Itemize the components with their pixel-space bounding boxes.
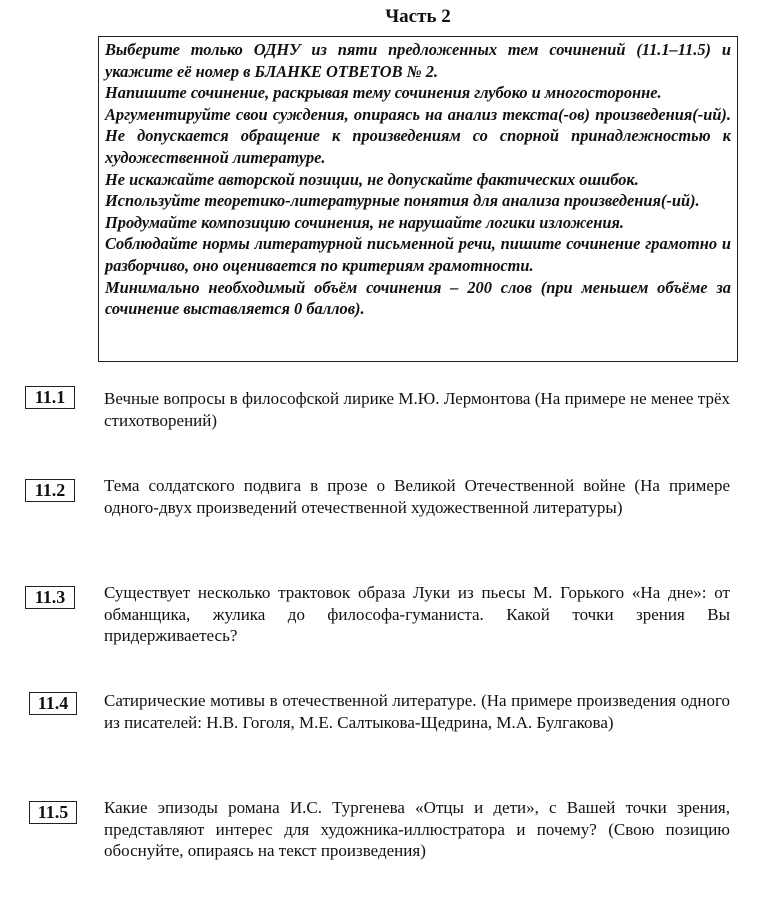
topic-number: 11.4 bbox=[29, 692, 77, 715]
instruction-write-essay: Напишите сочинение, раскрывая тему сочинения глубоко и многосторонне. bbox=[105, 83, 662, 103]
topic-number: 11.5 bbox=[29, 801, 77, 824]
topic-text: Вечные вопросы в философской лирике М.Ю. Лермонтова (На примере не менее трёх стихотворений) bbox=[104, 389, 730, 430]
instruction-no-distortion: Не искажайте авторской позиции, не допускайте фактических ошибок. bbox=[105, 169, 639, 189]
instruction-choose-topic: Выберите только ОДНУ из пяти предложенных тем сочинений (11.1–11.5) и укажите её номер в БЛАНКЕ ОТВЕТОВ № 2. bbox=[105, 40, 731, 81]
topic-number: 11.3 bbox=[25, 586, 75, 609]
instruction-argue: Аргументируйте свои суждения, опираясь на анализ текста(-ов) произведения(-ий). Не допускается обращение к произведениям со спорной принадлежностью к художественной литературе. bbox=[105, 104, 731, 167]
instruction-use-concepts: Используйте теоретико-литературные понятия для анализа произведения(-ий). bbox=[105, 191, 700, 211]
topic-number: 11.2 bbox=[25, 479, 75, 502]
topic-text: Сатирические мотивы в отечественной литературе. (На примере произведения одного из писателей: Н.В. Гоголя, М.Е. Салтыкова-Щедрина, М.А. Булгакова) bbox=[104, 691, 730, 732]
instruction-min-length: Минимально необходимый объём сочинения – 200 слов (при меньшем объёме за сочинение выставляется 0 баллов). bbox=[105, 277, 731, 319]
part-title: Часть 2 bbox=[385, 6, 451, 27]
topic-number: 11.1 bbox=[25, 386, 75, 409]
instruction-composition: Продумайте композицию сочинения, не нарушайте логики изложения. bbox=[105, 212, 625, 232]
topic-text: Тема солдатского подвига в прозе о Великой Отечественной войне (На примере одного-двух произведений отечественной художественной литературы) bbox=[104, 476, 730, 517]
instruction-language-norms: Соблюдайте нормы литературной письменной речи, пишите сочинение грамотно и разборчиво, оно оценивается по критериям грамотности. bbox=[105, 234, 731, 275]
topic-text: Существует несколько трактовок образа Луки из пьесы М. Горького «На дне»: от обманщика, жулика до философа-гуманиста. Какой точки зрения Вы придерживаетесь? bbox=[104, 583, 730, 645]
instructions-box bbox=[98, 36, 738, 362]
topic-text: Какие эпизоды романа И.С. Тургенева «Отцы и дети», с Вашей точки зрения, представляют интерес для художника-иллюстратора и почему? (Свою позицию обоснуйте, опираясь на текст произведения) bbox=[104, 798, 730, 860]
